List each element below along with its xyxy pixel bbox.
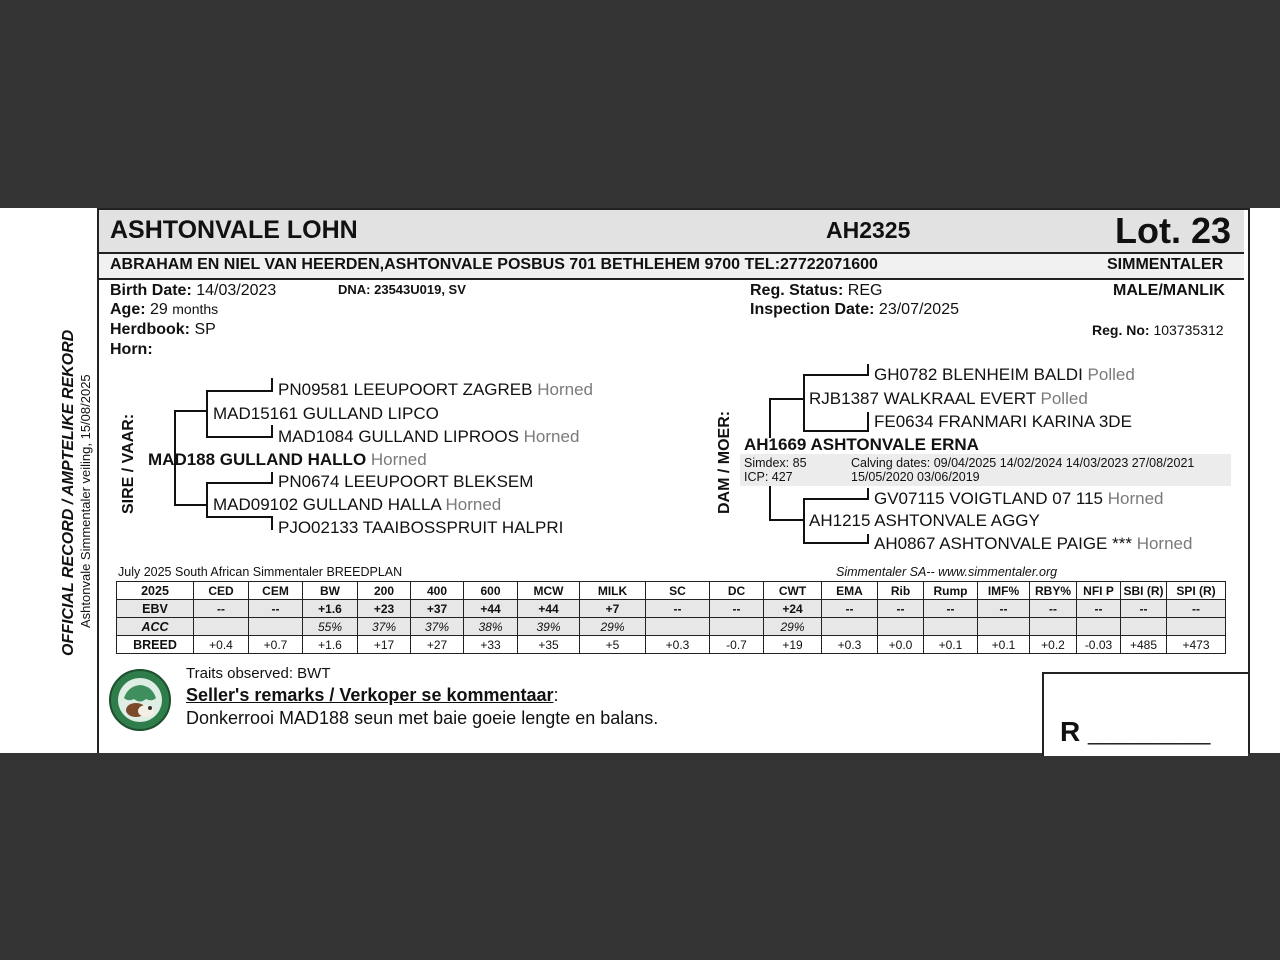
ebv-cell-breed-0: BREED	[117, 636, 194, 654]
ebv-cell-breed-6: +33	[464, 636, 518, 654]
ebv-table-body	[117, 582, 1226, 654]
ebv-cell-headers-12: EMA	[822, 582, 878, 600]
record-sheet	[0, 208, 1280, 753]
sire-sire-sire	[278, 380, 593, 400]
ebv-cell-ebv-4: +23	[358, 600, 411, 618]
dam-icp: ICP: 427	[744, 470, 793, 484]
price-line[interactable]: __________	[1088, 720, 1211, 745]
sire-dam	[213, 495, 501, 515]
sd-horn: Horned	[445, 495, 502, 514]
breedplan-site: Simmentaler SA-- www.simmentaler.org	[836, 565, 1058, 579]
ebv-cell-breed-12: +0.3	[822, 636, 878, 654]
birth-date-value: 14/03/2023	[196, 282, 277, 299]
ebv-cell-headers-19: SPI (R)	[1167, 582, 1226, 600]
ebv-cell-breed-11: +19	[764, 636, 822, 654]
ebv-cell-breed-13: +0.0	[878, 636, 924, 654]
sire-horn: Horned	[370, 450, 427, 469]
ebv-cell-breed-7: +35	[518, 636, 580, 654]
ebv-cell-ebv-1: --	[194, 600, 249, 618]
sdd-tick	[271, 516, 273, 530]
calving-dates-1: 09/04/2025 14/02/2024 14/03/2023 27/08/2021	[933, 456, 1195, 470]
dam-bracket-top	[769, 398, 771, 438]
ebv-cell-breed-14: +0.1	[924, 636, 978, 654]
ebv-header-row	[117, 582, 1226, 600]
birth-date	[110, 282, 276, 300]
ebv-cell-acc-18	[1121, 618, 1167, 636]
ebv-cell-acc-10	[710, 618, 764, 636]
sd-line-top	[206, 482, 272, 484]
dam-sire-sire	[874, 365, 1135, 385]
sire-name	[148, 450, 427, 470]
dam-line-dd	[769, 519, 805, 521]
ebv-cell-headers-5: 400	[411, 582, 464, 600]
ebv-cell-acc-5: 37%	[411, 618, 464, 636]
sss-name: PN09581 LEEUPOORT ZAGREB	[278, 380, 533, 399]
sire-name-text: MAD188 GULLAND HALLO	[148, 450, 367, 469]
ssd-tick	[271, 425, 273, 438]
ebv-cell-ebv-0: EBV	[117, 600, 194, 618]
dd-bracket	[803, 498, 805, 544]
ssd-name: MAD1084 GULLAND LIPROOS	[278, 427, 519, 446]
ds-line-bottom	[803, 430, 869, 432]
ddd-name: AH0867 ASHTONVALE PAIGE ***	[874, 534, 1132, 553]
ebv-cell-ebv-6: +44	[464, 600, 518, 618]
remarks-text: Donkerrooi MAD188 seun met baie goeie lengte en balans.	[186, 708, 659, 728]
price-prefix: R	[1060, 716, 1081, 747]
dam-bracket-bottom	[769, 486, 771, 520]
ebv-cell-headers-15: IMF%	[978, 582, 1030, 600]
sss-horn: Horned	[537, 380, 593, 399]
ddd-tick	[867, 534, 869, 544]
dds-tick	[867, 488, 869, 500]
ebv-cell-acc-4: 37%	[358, 618, 411, 636]
ds-bracket	[803, 374, 805, 432]
calving-label: Calving dates:	[851, 456, 931, 470]
animal-id: AH2325	[826, 217, 911, 243]
birth-date-label: Birth Date:	[110, 282, 192, 299]
age-unit: months	[172, 301, 219, 317]
sire-sire: MAD15161 GULLAND LIPCO	[213, 404, 439, 423]
ebv-cell-acc-8: 29%	[580, 618, 646, 636]
age-value: 29	[150, 301, 168, 318]
ebv-cell-breed-4: +17	[358, 636, 411, 654]
ebv-cell-acc-17	[1077, 618, 1121, 636]
sire-sire-dam	[278, 427, 579, 447]
ebv-cell-ebv-15: --	[978, 600, 1030, 618]
age	[110, 301, 218, 319]
animal-name: ASHTONVALE LOHN	[110, 216, 358, 244]
reg-no-label: Reg. No:	[1092, 322, 1150, 338]
ds-horn: Polled	[1040, 389, 1088, 408]
dam-calving-1	[851, 456, 1194, 470]
dss-name: GH0782 BLENHEIM BALDI	[874, 365, 1083, 384]
sd-name: MAD09102 GULLAND HALLA	[213, 495, 441, 514]
ebv-cell-acc-13	[878, 618, 924, 636]
ebv-cell-headers-14: Rump	[924, 582, 978, 600]
ebv-cell-ebv-16: --	[1030, 600, 1077, 618]
ebv-cell-ebv-7: +44	[518, 600, 580, 618]
dam-sire	[809, 389, 1088, 409]
ebv-cell-breed-9: +0.3	[646, 636, 710, 654]
ds-line-top	[803, 374, 869, 376]
ebv-cell-ebv-10: --	[710, 600, 764, 618]
reg-no-value: 103735312	[1153, 322, 1224, 338]
ebv-cell-acc-2	[249, 618, 303, 636]
reg-status	[750, 282, 882, 300]
dam-line-ds	[769, 398, 805, 400]
ebv-cell-headers-16: RBY%	[1030, 582, 1077, 600]
ebv-cell-headers-11: CWT	[764, 582, 822, 600]
owner-address: ABRAHAM EN NIEL VAN HEERDEN,ASHTONVALE POSBUS 701 BETHLEHEM 9700 TEL:27722071600	[110, 256, 878, 273]
ebv-cell-acc-7: 39%	[518, 618, 580, 636]
ss-line-top	[206, 390, 272, 392]
dam-name: AH1669 ASHTONVALE ERNA	[744, 435, 979, 454]
sire-line-ss	[174, 410, 208, 412]
ebv-values-row	[117, 600, 1226, 618]
ss-bracket	[206, 390, 208, 438]
ebv-table	[116, 581, 1226, 654]
herdbook	[110, 321, 216, 339]
traits-observed: Traits observed: BWT	[186, 665, 331, 682]
sds-tick	[271, 472, 273, 484]
ebv-cell-ebv-2: --	[249, 600, 303, 618]
association-logo	[108, 668, 172, 732]
breedplan-title: July 2025 South African Simmentaler BREEDPLAN	[118, 565, 403, 579]
ebv-cell-breed-16: +0.2	[1030, 636, 1077, 654]
ebv-cell-breed-19: +473	[1167, 636, 1226, 654]
dds-name: GV07115 VOIGTLAND 07 115	[874, 489, 1103, 508]
dd-line-bottom	[803, 542, 869, 544]
herdbook-value: SP	[194, 321, 216, 338]
dam-calving-2: 15/05/2020 03/06/2019	[851, 470, 980, 484]
dd-line-top	[803, 498, 869, 500]
remarks-colon: :	[553, 685, 559, 705]
ebv-cell-acc-3: 55%	[303, 618, 358, 636]
sss-tick	[271, 378, 273, 392]
ebv-cell-acc-16	[1030, 618, 1077, 636]
ebv-cell-breed-8: +5	[580, 636, 646, 654]
ebv-cell-ebv-9: --	[646, 600, 710, 618]
horn-label: Horn:	[110, 341, 153, 358]
ebv-cell-breed-5: +27	[411, 636, 464, 654]
lot-number: Lot. 23	[1115, 210, 1232, 251]
ebv-cell-ebv-8: +7	[580, 600, 646, 618]
sex: MALE/MANLIK	[1113, 282, 1225, 299]
ebv-cell-breed-17: -0.03	[1077, 636, 1121, 654]
dsd-tick	[867, 412, 869, 432]
remarks-label: Seller's remarks / Verkoper se kommentaar	[186, 685, 554, 705]
inspection-value: 23/07/2025	[878, 301, 959, 318]
ebv-cell-ebv-19: --	[1167, 600, 1226, 618]
ebv-cell-acc-9	[646, 618, 710, 636]
dss-tick	[867, 364, 869, 376]
ebv-breed-row	[117, 636, 1226, 654]
remarks-heading	[186, 685, 559, 706]
official-record-label: OFFICIAL RECORD / AMPTELIKE REKORD	[60, 329, 77, 656]
ebv-cell-ebv-14: --	[924, 600, 978, 618]
ebv-cell-acc-11: 29%	[764, 618, 822, 636]
ebv-cell-breed-1: +0.4	[194, 636, 249, 654]
ebv-cell-acc-6: 38%	[464, 618, 518, 636]
dam-label: DAM / MOER:	[716, 410, 733, 514]
ebv-cell-acc-12	[822, 618, 878, 636]
inspection-date	[750, 301, 959, 319]
sire-line-sd	[174, 504, 208, 506]
dam-dam-sire	[874, 489, 1164, 509]
ss-line-bottom	[206, 436, 272, 438]
ebv-cell-headers-10: DC	[710, 582, 764, 600]
ebv-cell-ebv-5: +37	[411, 600, 464, 618]
dss-horn: Polled	[1087, 365, 1135, 384]
ebv-cell-ebv-18: --	[1121, 600, 1167, 618]
reg-status-label: Reg. Status:	[750, 282, 844, 299]
ebv-cell-ebv-12: --	[822, 600, 878, 618]
ebv-cell-ebv-17: --	[1077, 600, 1121, 618]
ebv-cell-headers-8: MILK	[580, 582, 646, 600]
ebv-cell-headers-18: SBI (R)	[1121, 582, 1167, 600]
sd-bracket	[206, 482, 208, 518]
ebv-cell-breed-2: +0.7	[249, 636, 303, 654]
ebv-cell-headers-4: 200	[358, 582, 411, 600]
sire-dam-dam: PJO02133 TAAIBOSSPRUIT HALPRI	[278, 518, 564, 537]
ebv-cell-breed-10: -0.7	[710, 636, 764, 654]
ebv-cell-headers-3: BW	[303, 582, 358, 600]
ebv-cell-headers-0: 2025	[117, 582, 194, 600]
dna-info: DNA: 23543U019, SV	[338, 282, 466, 297]
ebv-cell-ebv-3: +1.6	[303, 600, 358, 618]
ebv-cell-acc-0: ACC	[117, 618, 194, 636]
ebv-cell-ebv-11: +24	[764, 600, 822, 618]
ebv-acc-row	[117, 618, 1226, 636]
dam-dam: AH1215 ASHTONVALE AGGY	[809, 511, 1040, 530]
ddd-horn: Horned	[1136, 534, 1193, 553]
dam-dam-dam	[874, 534, 1192, 554]
sire-dam-sire: PN0674 LEEUPOORT BLEKSEM	[278, 472, 534, 491]
reg-no	[1092, 322, 1224, 338]
ebv-cell-acc-1	[194, 618, 249, 636]
ebv-cell-acc-14	[924, 618, 978, 636]
auction-label: Ashtonvale Simmentaler veiling, 15/08/2025	[78, 374, 93, 628]
inspection-label: Inspection Date:	[750, 301, 875, 318]
ebv-cell-headers-1: CED	[194, 582, 249, 600]
ebv-cell-ebv-13: --	[878, 600, 924, 618]
dam-simdex: Simdex: 85	[744, 456, 807, 470]
dds-horn: Horned	[1107, 489, 1164, 508]
ds-name: RJB1387 WALKRAAL EVERT	[809, 389, 1036, 408]
breed-name: SIMMENTALER	[1107, 256, 1224, 273]
ebv-cell-headers-17: NFI P	[1077, 582, 1121, 600]
ebv-cell-acc-15	[978, 618, 1030, 636]
ebv-cell-breed-18: +485	[1121, 636, 1167, 654]
ssd-horn: Horned	[523, 427, 580, 446]
ebv-cell-headers-6: 600	[464, 582, 518, 600]
sd-line-bottom	[206, 516, 272, 518]
ebv-cell-acc-19	[1167, 618, 1226, 636]
reg-status-value: REG	[847, 282, 883, 299]
ebv-cell-breed-15: +0.1	[978, 636, 1030, 654]
age-label: Age:	[110, 301, 146, 318]
ebv-cell-headers-13: Rib	[878, 582, 924, 600]
ebv-cell-headers-9: SC	[646, 582, 710, 600]
ebv-cell-headers-2: CEM	[249, 582, 303, 600]
ebv-cell-breed-3: +1.6	[303, 636, 358, 654]
ebv-cell-headers-7: MCW	[518, 582, 580, 600]
dam-sire-dam: FE0634 FRANMARI KARINA 3DE	[874, 412, 1132, 431]
sire-label: SIRE / VAAR:	[120, 413, 137, 514]
herdbook-label: Herdbook:	[110, 321, 190, 338]
